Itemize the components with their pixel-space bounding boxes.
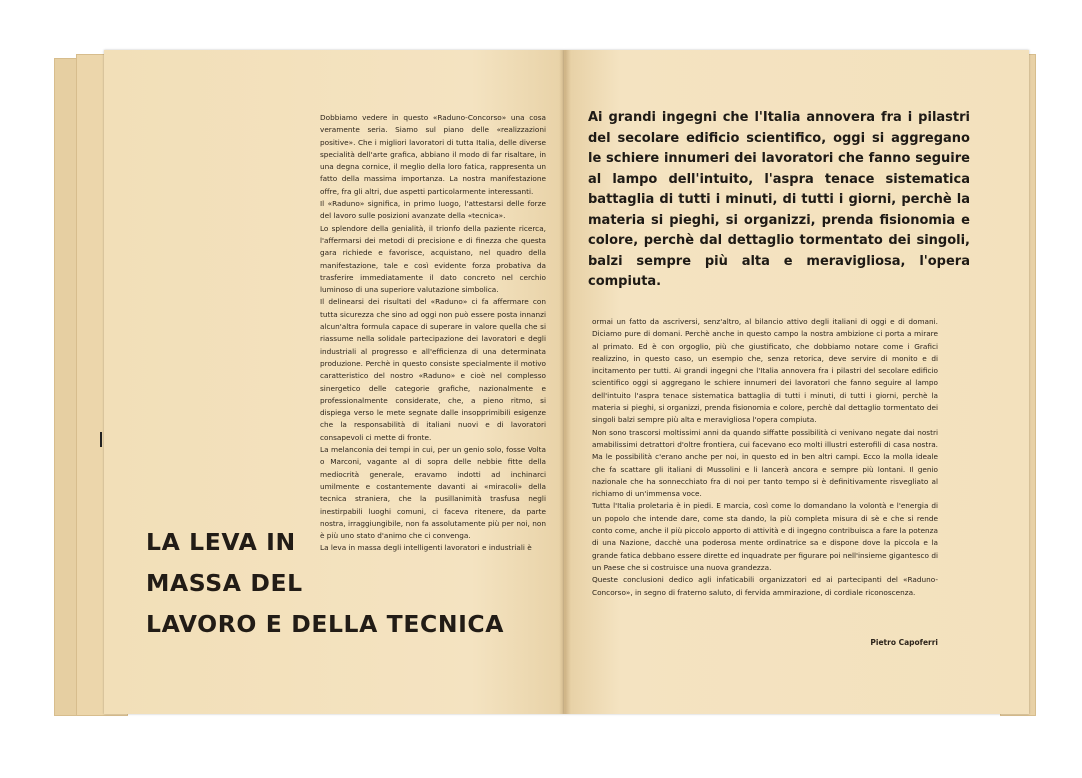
headline [146, 522, 504, 645]
headline-line: LA LEVA IN [146, 528, 296, 556]
left-paragraph: Dobbiamo vedere in questo «Raduno-Concorso» una cosa veramente seria. Siamo sul piano delle «realizzazioni positive». Che i migliori lavoratori di tutta Italia, delle diverse specialità dell'arte grafica, abbiano il modo di far risaltare, in una degna cornice, il meglio della loro fatica, rappresenta un fatto della massima importanza. La nostra manifestazione offre, fra gli altri, due aspetti particolarmente interessanti. [320, 113, 546, 196]
right-paragraph: Tutta l'Italia proletaria è in piedi. E marcia, così come lo domandano la volontà e l'energia di un popolo che intende dare, come sta dando, la più completa misura di sè e che si rende conto come, anche il più piccolo apporto di attività e di ingegno contribuisca a fare la potenza di una Nazione, dacchè una poderosa mente ordinatrice sa e dispone dove la piccola e la grande fatica debbano essere dirette ed inquadrate per figurare poi nell'insieme gigantesco di un Paese che si costruisce una nuova grandezza. [592, 501, 938, 572]
intro-paragraph: Ai grandi ingegni che l'Italia annovera fra i pilastri del secolare edificio scientifico, oggi si aggregano le schiere innumeri dei lavoratori che fanno seguire al lampo dell'intuito, l'aspra tenace sistematica battaglia di tutti i minuti, di tutti i giorni, perchè la materia si pieghi, si organizzi, prenda fisionomia e colore, perchè dal dettaglio tormentato dei singoli, balzi sempre più alta e meravigliosa, l'opera compiuta. [588, 110, 970, 289]
book-gutter [559, 50, 571, 714]
headline-line: MASSA DEL [146, 569, 303, 597]
headline-line: LAVORO E DELLA TECNICA [146, 610, 505, 638]
margin-mark [100, 432, 102, 447]
right-paragraph: ormai un fatto da ascriversi, senz'altro, al bilancio attivo degli italiani di oggi e di domani. Diciamo pure di domani. Perchè anche in questo campo la nostra ambizione ci porta a mirare al primato. Ed è con orgoglio, più che giustificato, che dobbiamo notare come i Grafici realizzino, in questo caso, un esempio che, senza retorica, deve servire di monito e di incitamento per tutti. Ai grandi ingegni che l'Italia annovera fra i pilastri del secolare edificio scientifico oggi si aggregano le schiere innumeri dei lavoratori che fanno seguire al lampo dell'intuito l'aspra tenace sistematica battaglia di tutti i minuti, di tutti i giorni, perchè la materia si pieghi, si organizzi, prenda fisionomia e colore, perchè dal dettaglio tormentato dei singoli balzi sempre più alta e meravigliosa l'opera compiuta. [592, 317, 938, 425]
right-body-column [592, 316, 938, 599]
author-signature: Pietro Capoferri [870, 638, 938, 647]
left-paragraph: Il «Raduno» significa, in primo luogo, l'attestarsi delle forze del lavoro sulle posizioni avanzate della «tecnica». [320, 199, 546, 221]
left-paragraph: La leva in massa degli intelligenti lavoratori e industriali è [320, 543, 532, 553]
left-paragraph: Il delinearsi dei risultati del «Raduno» ci fa affermare con tutta sicurezza che sino ad oggi non può essere posta innanzi alcun'altra formula capace di superare in valore quella che si riassume nella solidale partecipazione dei lavoratori e degli industriali al progresso e all'efficienza di una determinata produzione. Perchè in questo consiste specialmente il motivo caratteristico del nostro «Raduno» e cioè nel complesso sinergetico delle categorie grafiche, nazionalmente e professionalmente considerate, che, a pieno ritmo, si dispiega verso le mete segnate dalle insopprimibili esigenze che la responsabilità di italiani nuovi e di lavoratori consapevoli ci mette di fronte. [320, 297, 546, 442]
left-paragraph: La melanconia dei tempi in cui, per un genio solo, fosse Volta o Marconi, vagante al di sopra delle nebbie fitte della mediocrità generale, eravamo indotti ad inchinarci umilmente e costantemente davanti ai «miracoli» della tecnica straniera, che la pusillanimità trasfusa negli inestirpabili luoghi comuni, ci faceva ritenere, da parte nostra, irraggiungibile, non fa assolutamente più per noi, non è più uno stato d'animo che ci convenga. [320, 445, 546, 541]
left-body-column [320, 112, 546, 555]
right-paragraph: Queste conclusioni dedico agli infaticabili organizzatori ed ai partecipanti del «Raduno-Concorso», in segno di fraterno saluto, di fervida ammirazione, di cordiale riconoscenza. [592, 575, 938, 597]
left-paragraph: Lo splendore della genialità, il trionfo della paziente ricerca, l'affermarsi dei metodi di precisione e di finezza che questa gara richiede e favorisce, acquistano, nel quadro della manifestazione, tale e così evidente forza probativa da trasferire immediatamente il dato concreto nel cerchio luminoso di una superiore valutazione simbolica. [320, 223, 546, 295]
right-paragraph: Non sono trascorsi moltissimi anni da quando siffatte possibilità ci venivano negate dai nostri amabilissimi detrattori d'oltre frontiera, cui facevano eco molti illustri esterofili di casa nostra. Ma le possibilità c'erano anche per noi, in questo ed in ben altri campi. Ecco la molla ideale che fa scattare gli italiani di Mussolini e li lancerà ancora e sempre più lontani. Il genio nazionale che ha sonnecchiato fra di noi per tanto tempo si è definitivamente risvegliato al richiamo di un'immensa voce. [592, 427, 938, 499]
